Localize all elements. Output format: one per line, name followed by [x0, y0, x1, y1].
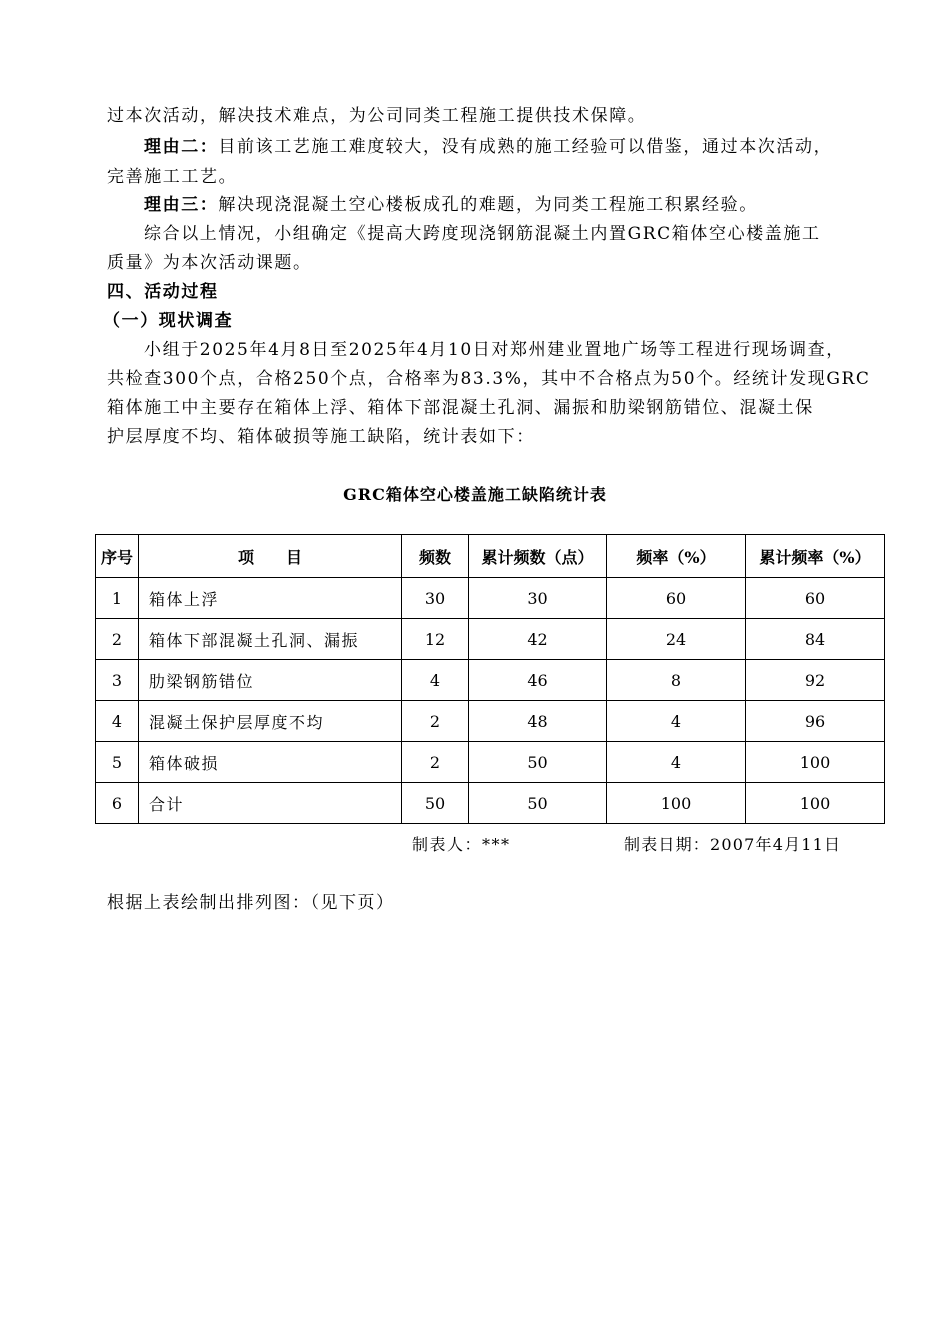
cell-rate: 4 — [607, 742, 746, 783]
cell-rate: 24 — [607, 619, 746, 660]
cell-freq: 2 — [402, 742, 469, 783]
header-rate: 频率（%） — [607, 535, 746, 578]
cell-cum-freq: 30 — [469, 578, 607, 619]
paragraph-line: 护层厚度不均、箱体破损等施工缺陷，统计表如下： — [107, 427, 535, 447]
table-date: 制表日期：2007年4月11日 — [624, 835, 842, 854]
cell-no: 1 — [96, 578, 139, 619]
header-freq: 频数 — [402, 535, 469, 578]
reason-two-label: 理由二： — [144, 137, 219, 157]
reason-two-text: 目前该工艺施工难度较大，没有成熟的施工经验可以借鉴，通过本次活动， — [218, 137, 833, 157]
cell-item: 箱体破损 — [139, 742, 402, 783]
subsection-heading: （一）现状调查 — [103, 311, 234, 331]
cell-cum-rate: 84 — [746, 619, 885, 660]
paragraph-line: 综合以上情况，小组确定《提高大跨度现浇钢筋混凝土内置GRC箱体空心楼盖施工 — [144, 224, 821, 244]
cell-cum-rate: 100 — [746, 742, 885, 783]
table-row — [96, 578, 885, 619]
paragraph-line: 小组于2025年4月8日至2025年4月10日对郑州建业置地广场等工程进行现场调查， — [144, 340, 845, 360]
reason-two — [144, 136, 832, 158]
cell-cum-freq: 42 — [469, 619, 607, 660]
table-title: GRC箱体空心楼盖施工缺陷统计表 — [343, 485, 607, 504]
reason-three-text: 解决现浇混凝土空心楼板成孔的难题，为同类工程施工积累经验。 — [218, 195, 758, 215]
table-row — [96, 660, 885, 701]
cell-cum-freq: 46 — [469, 660, 607, 701]
paragraph-line: 过本次活动，解决技术难点，为公司同类工程施工提供技术保障。 — [107, 106, 647, 126]
paragraph-line: 箱体施工中主要存在箱体上浮、箱体下部混凝土孔洞、漏振和肋梁钢筋错位、混凝土保 — [107, 398, 814, 418]
cell-item: 肋梁钢筋错位 — [139, 660, 402, 701]
table-header-row — [96, 535, 885, 578]
table-row — [96, 701, 885, 742]
cell-freq: 12 — [402, 619, 469, 660]
footer-note: 根据上表绘制出排列图：（见下页） — [107, 893, 395, 913]
cell-cum-rate: 100 — [746, 783, 885, 824]
cell-cum-freq: 48 — [469, 701, 607, 742]
table-row — [96, 742, 885, 783]
header-no: 序号 — [96, 535, 139, 578]
cell-no: 4 — [96, 701, 139, 742]
table-row — [96, 619, 885, 660]
cell-item: 箱体上浮 — [139, 578, 402, 619]
cell-no: 3 — [96, 660, 139, 701]
cell-rate: 8 — [607, 660, 746, 701]
header-cum-freq: 累计频数（点） — [469, 535, 607, 578]
defect-table — [95, 534, 885, 824]
cell-rate: 4 — [607, 701, 746, 742]
cell-cum-rate: 92 — [746, 660, 885, 701]
cell-item: 合计 — [139, 783, 402, 824]
cell-no: 2 — [96, 619, 139, 660]
cell-cum-freq: 50 — [469, 783, 607, 824]
cell-cum-freq: 50 — [469, 742, 607, 783]
cell-item: 箱体下部混凝土孔洞、漏振 — [139, 619, 402, 660]
header-item: 项 目 — [139, 535, 402, 578]
cell-no: 6 — [96, 783, 139, 824]
reason-three — [144, 194, 758, 216]
cell-freq: 30 — [402, 578, 469, 619]
cell-rate: 60 — [607, 578, 746, 619]
cell-freq: 50 — [402, 783, 469, 824]
cell-no: 5 — [96, 742, 139, 783]
table-row-total — [96, 783, 885, 824]
header-cum-rate: 累计频率（%） — [746, 535, 885, 578]
cell-freq: 4 — [402, 660, 469, 701]
table-maker: 制表人：*** — [412, 835, 511, 854]
paragraph-line: 完善施工工艺。 — [107, 167, 238, 187]
paragraph-line: 质量》为本次活动课题。 — [107, 253, 312, 273]
cell-freq: 2 — [402, 701, 469, 742]
cell-item: 混凝土保护层厚度不均 — [139, 701, 402, 742]
cell-cum-rate: 60 — [746, 578, 885, 619]
paragraph-line: 共检查300个点，合格250个点，合格率为83.3%，其中不合格点为50个。经统计发现GRC — [107, 369, 871, 389]
cell-cum-rate: 96 — [746, 701, 885, 742]
cell-rate: 100 — [607, 783, 746, 824]
section-heading: 四、活动过程 — [107, 282, 219, 302]
reason-three-label: 理由三： — [144, 195, 219, 215]
